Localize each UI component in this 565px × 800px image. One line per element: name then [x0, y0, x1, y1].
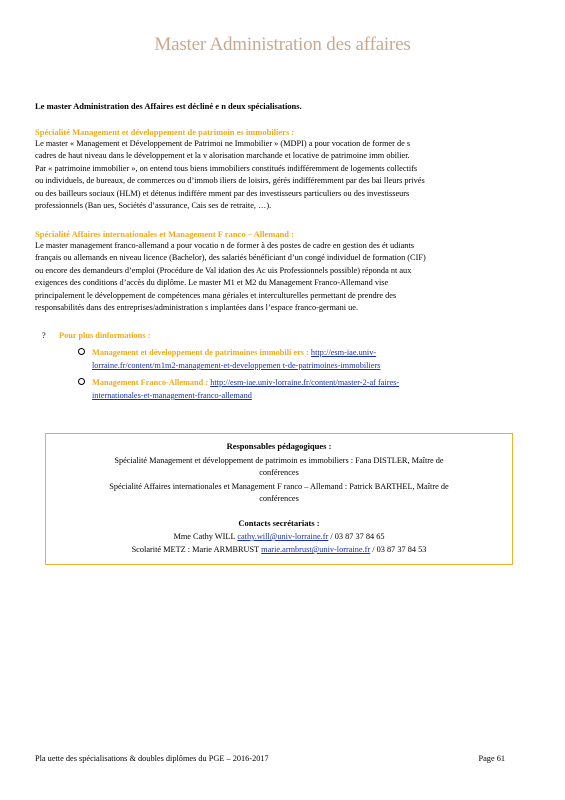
section1-paragraph	[35, 138, 525, 212]
question-bullet-icon: ?	[42, 331, 46, 340]
info-link-patrimoine[interactable]: http://esm-iae.univ-	[310, 348, 377, 357]
page-title: Master Administration des affaires	[154, 34, 411, 55]
contact-name: Mme Cathy WILL	[173, 532, 236, 541]
section1-line: cadres de haut niveau dans le développement et la v alorisation marchande et locative de patrimoine imm obilier.	[35, 151, 410, 161]
section2-line: ou encore des demandeurs d’emploi (Procédure de Val idation des Ac uis Professionnels possible) répondа nt aux	[35, 265, 412, 275]
circle-bullet-icon	[78, 378, 85, 385]
section1-line: ou individuels, de bureaux, de commerces ou d’immob iliers de loisirs, gérés indifféremment par des bai lleurs privés	[35, 176, 425, 186]
responsable-1-line: conférences	[259, 468, 299, 478]
more-info-heading	[42, 331, 150, 340]
responsables-title: Responsables pédagogiques :	[226, 441, 332, 451]
contacts-title: Contacts secrétariats :	[238, 518, 320, 528]
section2-line: français ou allemands en niveau licence (Bachelor), des salariés bénéficiant d’un congé individuel de formation (CIF)	[35, 253, 426, 263]
info-link-patrimoine-cont[interactable]: lorraine.fr/content/m1m2-management-et-developpemen t-de-patrimoines-immobiliers	[92, 361, 381, 370]
section1-line: ou des bailleurs sociaux (HLM) et détenus indiffére mment par des investisseurs particuliers ou des investisseurs	[35, 188, 410, 198]
section1-title: Spécialité Management et développement de patrimoin es immobiliers :	[35, 127, 295, 137]
responsable-2-line: conférences	[259, 494, 299, 504]
info-item-patrimoine	[78, 346, 498, 372]
section2-title: Spécialité Affaires internationales et Management F ranco – Allemand :	[35, 229, 294, 239]
section2-line: principalement le développement de compétences mana gériales et interculturelles permettant de prendre des	[35, 290, 397, 300]
info-link-franco-allemand-cont[interactable]: internationales-et-management-franco-allemand	[92, 391, 252, 400]
footer-title: Pla uette des spécialisations & doubles diplômes du PGE – 2016-2017	[35, 754, 269, 763]
contact-phone: / 03 87 37 84 53	[370, 545, 427, 554]
section2-line: exigences des conditions d’accès du diplôme. Le master M1 et M2 du Management Franco-Allemand vise	[35, 278, 389, 288]
section2-line: Le master management franco-allemand a pour vocatio n de former à des postes de cadre en gestion des ét udiants	[35, 241, 414, 250]
info-link-franco-allemand[interactable]: http://esm-iae.univ-lorraine.fr/content/master-2-af faires-	[210, 378, 400, 387]
email-link-cathy-will[interactable]: cathy.will@univ-lorraine.fr	[237, 532, 329, 541]
info-item-label: Management Franco-Allemand :	[92, 378, 209, 387]
responsable-1-line: Spécialité Management et développement de patrimoin es immobiliers : Fana DISTLER, Maître de	[114, 456, 444, 465]
contact-name: Scolarité METZ : Marie ARMBRUST	[131, 545, 260, 554]
info-item-franco-allemand	[78, 376, 498, 402]
section2-line: responsabilités dans des entreprises/administration s implantées dans l’espace franco-germani ue.	[35, 303, 359, 313]
page-number: Page 61	[478, 754, 505, 763]
section1-line: Par « patrimoine immobilier », on entend tous biens immobiliers constitués indifféremment de logements collectifs	[35, 163, 418, 173]
contacts-box	[45, 433, 513, 565]
info-item-label: Management et développement de patrimoines immobili ers :	[92, 348, 309, 357]
responsable-2	[46, 481, 512, 506]
intro-text: Le master Administration des Affaires est décliné e n deux spécialisations.	[35, 101, 302, 111]
responsable-1	[46, 455, 512, 480]
contact-marie-armbrust	[46, 544, 512, 556]
email-link-marie-armbrust[interactable]: marie.armbrust@univ-lorraine.fr	[261, 545, 371, 554]
responsable-2-line: Spécialité Affaires internationales et Management F ranco – Allemand : Patrick BARTHEL, Maître de	[109, 482, 449, 491]
section1-line: professionnels (Ban ues, Sociétés d’assurance, Cais ses de retraite, …).	[35, 201, 272, 211]
more-info-label: Pour plus dinformations :	[59, 331, 151, 340]
contact-phone: / 03 87 37 84 65	[328, 532, 385, 541]
contact-cathy-will	[46, 531, 512, 543]
section2-paragraph	[35, 240, 525, 314]
section1-line: Le master « Management et Développement de Patrimoi ne Immobilier » (MDPI) a pour vocation de former de s	[35, 139, 411, 148]
circle-bullet-icon	[78, 348, 85, 355]
